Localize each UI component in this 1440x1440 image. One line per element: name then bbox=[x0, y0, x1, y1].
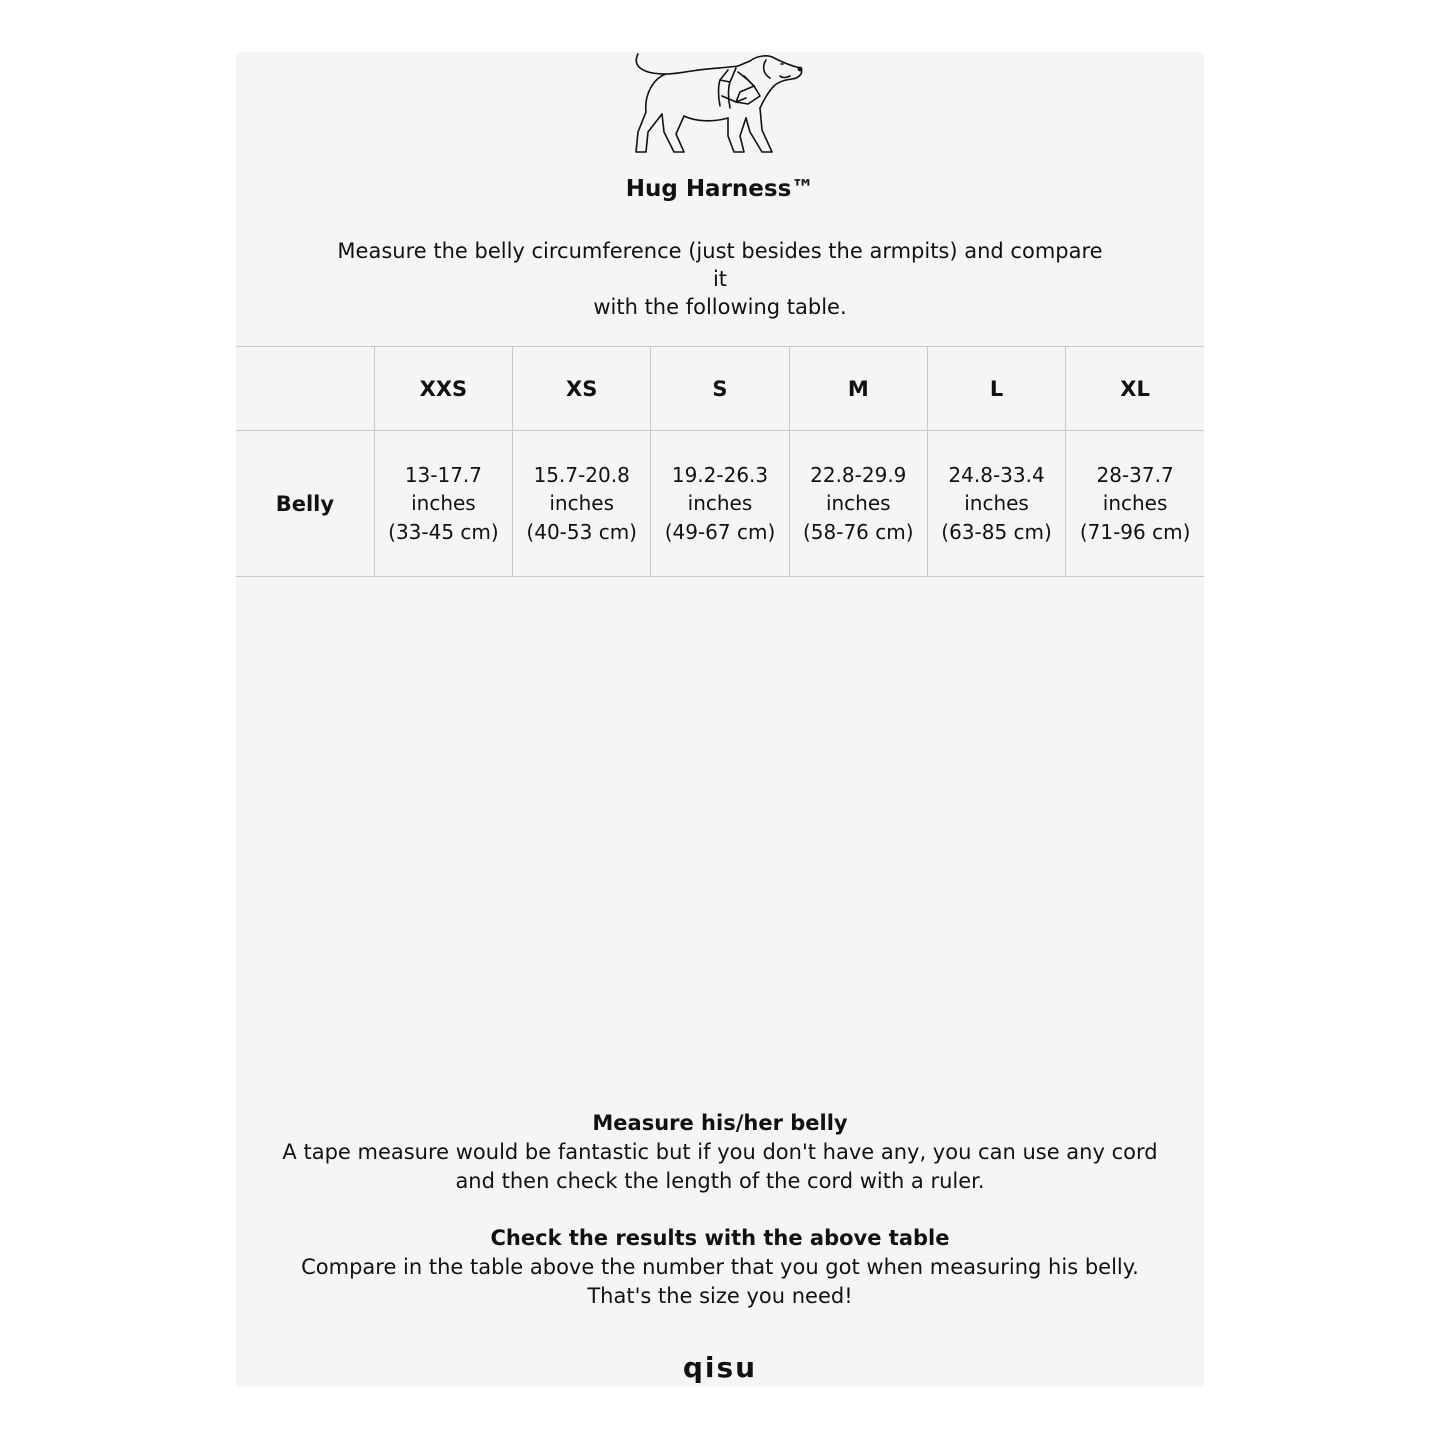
size-header-l: L bbox=[927, 347, 1065, 431]
belly-unit: inches bbox=[1102, 491, 1168, 516]
belly-inches-range: 22.8-29.9 bbox=[810, 462, 907, 487]
belly-cell-xxs bbox=[374, 431, 512, 577]
tip-heading: Check the results with the above table bbox=[490, 1226, 950, 1250]
size-guide-card bbox=[236, 52, 1204, 1387]
size-header-xs: XS bbox=[513, 347, 651, 431]
intro-line-1: Measure the belly circumference (just besides the armpits) and compare it bbox=[337, 239, 1103, 291]
size-header-xxs: XXS bbox=[374, 347, 512, 431]
belly-inches-range: 13-17.7 bbox=[404, 462, 483, 487]
size-table bbox=[236, 346, 1204, 577]
belly-unit: inches bbox=[411, 491, 476, 516]
belly-cell-xs bbox=[513, 431, 651, 577]
belly-inches-range: 19.2-26.3 bbox=[671, 462, 769, 487]
tip-text-line-1: Compare in the table above the number that you got when measuring his belly. bbox=[301, 1255, 1139, 1279]
dog-with-harness-icon bbox=[632, 52, 808, 158]
belly-inches-range: 28-37.7 bbox=[1096, 462, 1174, 487]
tip-check-results bbox=[266, 1224, 1174, 1311]
product-title: Hug Harness™ bbox=[625, 176, 815, 202]
belly-cell-s bbox=[651, 431, 789, 577]
intro-line-2: with the following table. bbox=[593, 295, 847, 319]
belly-cm-range: (63-85 cm) bbox=[941, 519, 1052, 544]
tip-text-line-2: and then check the length of the cord with a ruler. bbox=[455, 1169, 985, 1193]
belly-cm-range: (49-67 cm) bbox=[664, 519, 776, 544]
belly-row-label: Belly bbox=[236, 431, 374, 577]
measuring-tips bbox=[266, 1109, 1174, 1311]
belly-cell-m bbox=[789, 431, 927, 577]
belly-cm-range: (58-76 cm) bbox=[802, 519, 914, 544]
belly-cm-range: (71-96 cm) bbox=[1079, 519, 1191, 544]
belly-inches-range: 24.8-33.4 bbox=[948, 462, 1045, 487]
belly-row bbox=[236, 431, 1204, 577]
tip-text-line-2: That's the size you need! bbox=[587, 1284, 853, 1308]
belly-cell-l bbox=[927, 431, 1065, 577]
belly-inches-range: 15.7-20.8 bbox=[533, 462, 630, 487]
size-header-xl: XL bbox=[1066, 347, 1204, 431]
tip-heading: Measure his/her belly bbox=[592, 1111, 848, 1135]
size-header-row bbox=[236, 347, 1204, 431]
belly-cm-range: (40-53 cm) bbox=[526, 519, 637, 544]
brand-logo: qisu bbox=[682, 1351, 758, 1384]
measure-instructions bbox=[336, 237, 1104, 321]
tip-measure-belly bbox=[266, 1109, 1174, 1196]
belly-unit: inches bbox=[549, 491, 615, 516]
belly-unit: inches bbox=[964, 491, 1029, 516]
belly-cm-range: (33-45 cm) bbox=[388, 519, 499, 544]
belly-unit: inches bbox=[687, 491, 753, 516]
belly-cell-xl bbox=[1066, 431, 1204, 577]
corner-cell bbox=[236, 347, 374, 431]
size-header-m: M bbox=[789, 347, 927, 431]
size-header-s: S bbox=[651, 347, 789, 431]
belly-unit: inches bbox=[825, 491, 891, 516]
tip-text-line-1: A tape measure would be fantastic but if you don't have any, you can use any cord bbox=[282, 1140, 1158, 1164]
